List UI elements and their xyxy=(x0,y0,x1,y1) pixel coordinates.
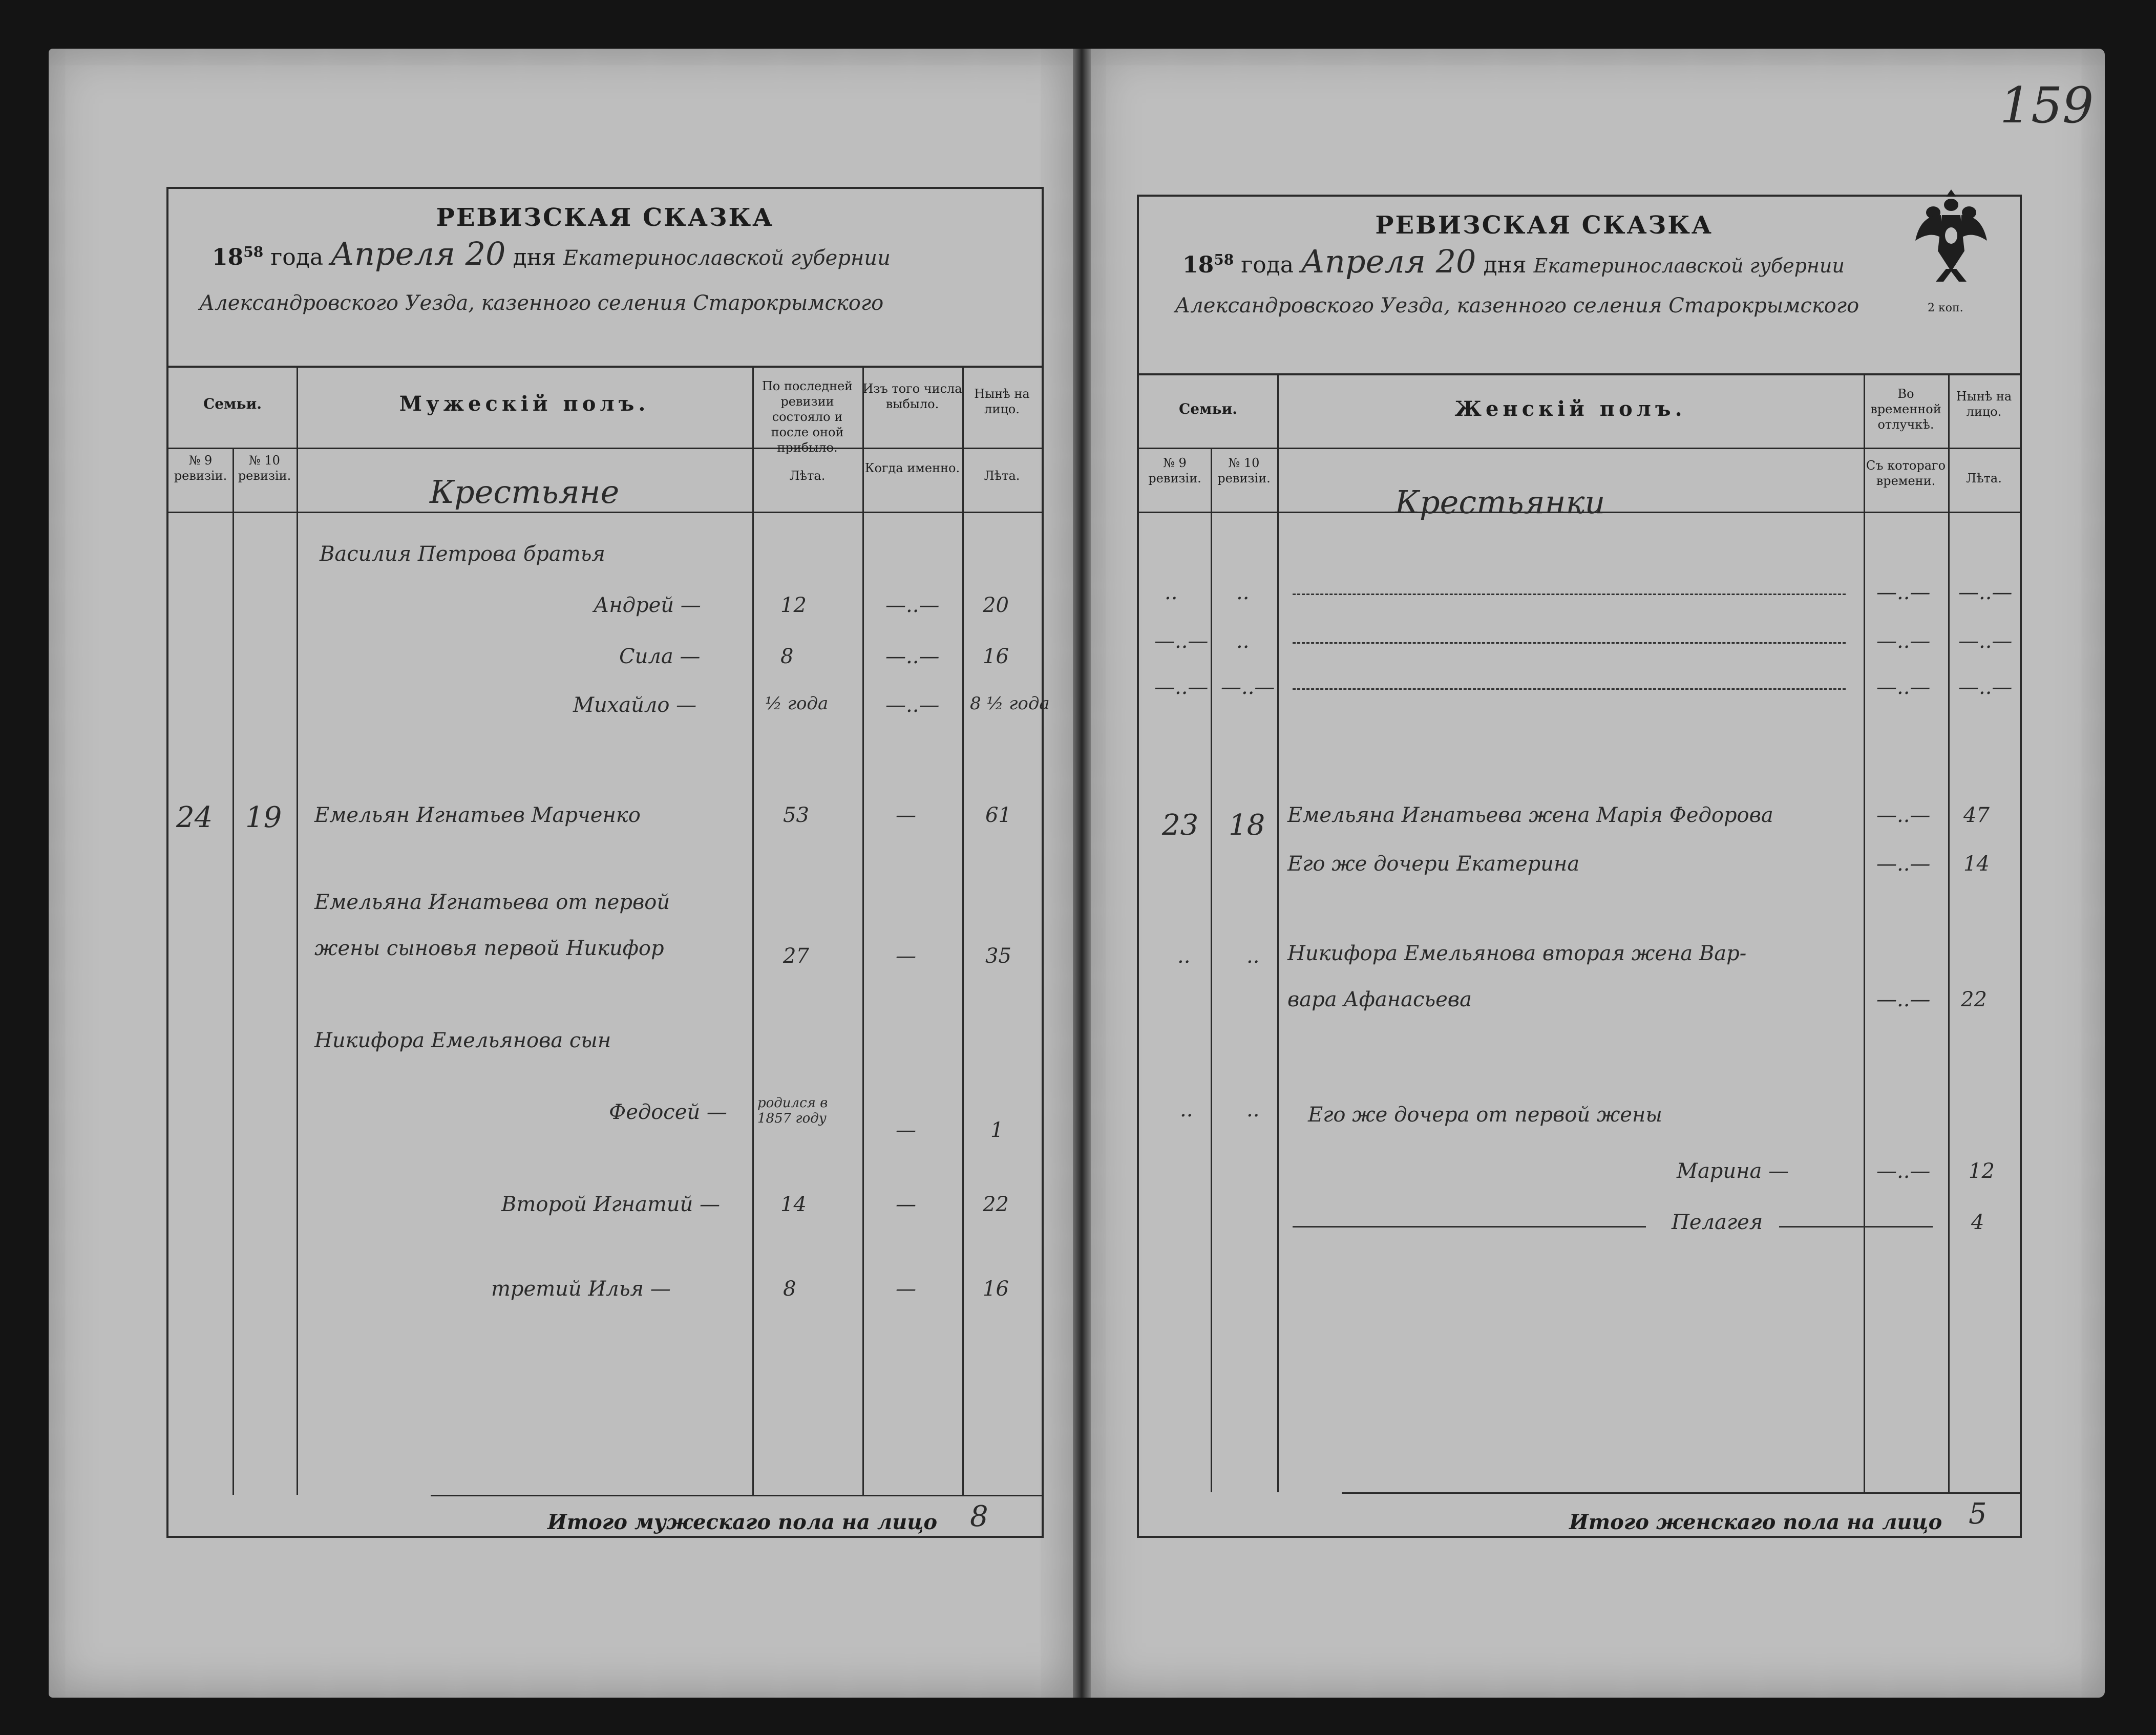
left-row-when: — xyxy=(896,1277,916,1301)
left-row-name: Второй Игнатий — xyxy=(501,1193,721,1216)
left-row-last: 12 xyxy=(780,594,807,617)
right-row-since: —..— xyxy=(1876,581,1931,604)
right-row-now: —..— xyxy=(1958,581,2013,604)
left-row-name: Михайло — xyxy=(573,693,697,717)
right-form xyxy=(1137,195,2022,1538)
right-title: РЕВИЗСКАЯ СКАЗКА xyxy=(1375,211,1713,240)
right-row-rev9: —..— xyxy=(1154,629,1209,653)
left-form xyxy=(166,187,1050,1538)
left-header-now: Нынѣ на лицо. xyxy=(974,387,1030,416)
right-header-rev10: № 10 ревизіи. xyxy=(1217,456,1271,485)
left-title: РЕВИЗСКАЯ СКАЗКА xyxy=(436,203,774,232)
right-row-rev10: .. xyxy=(1246,1098,1260,1122)
left-row-last: родился в 1857 году xyxy=(757,1095,828,1126)
right-row-rev9: .. xyxy=(1177,944,1191,968)
left-row-now: 1 xyxy=(990,1118,1004,1142)
right-footer-label: Итого женскаго пола на лицо xyxy=(1569,1510,1942,1534)
left-row-now: 8 ½ года xyxy=(970,693,1050,714)
right-row-now: 14 xyxy=(1963,852,1990,876)
right-header-temp-absent: Во временной отлучкѣ. xyxy=(1870,387,1941,432)
right-row-rev10: .. xyxy=(1236,581,1250,604)
right-row-now: —..— xyxy=(1958,629,2013,653)
right-row-rev10: .. xyxy=(1246,944,1260,968)
right-date-line: $18^{58}$ года Апреля 20 дня Екатеринославской губернии xyxy=(1182,243,1845,280)
right-row-since: —..— xyxy=(1876,803,1931,827)
right-row-rev10: .. xyxy=(1236,629,1250,653)
right-row-now: 4 xyxy=(1971,1211,1984,1234)
left-header-last-rev: По последней ревизии состояло и после оной прибыло. xyxy=(762,379,853,455)
left-row-last: 53 xyxy=(783,803,809,827)
left-header-section: Мужескій полъ. xyxy=(399,392,650,416)
right-header-now: Нынѣ на лицо. xyxy=(1956,389,2012,419)
book-spine xyxy=(1073,49,1091,1698)
left-row-last: ½ года xyxy=(765,693,829,714)
right-row-now: 12 xyxy=(1969,1159,1995,1183)
right-row-now: 47 xyxy=(1963,803,1990,827)
right-class: Крестьянки xyxy=(1395,483,1605,521)
right-row-now: 22 xyxy=(1961,988,1987,1011)
right-row-name: Пелагея xyxy=(1672,1211,1763,1234)
right-row-since: —..— xyxy=(1876,1159,1931,1183)
left-row-name: Сила — xyxy=(619,645,701,668)
left-row-name: Федосей — xyxy=(609,1101,727,1124)
left-footer-label: Итого мужескаго пола на лицо xyxy=(547,1510,938,1534)
left-row-when: — xyxy=(896,803,916,827)
right-row-since: —..— xyxy=(1876,675,1931,699)
double-headed-eagle-icon xyxy=(1910,184,1992,287)
left-row-name: Василия Петрова братья xyxy=(320,542,605,566)
left-header-now-years: Лѣта. xyxy=(984,469,1020,483)
right-header-families: Семьи. xyxy=(1179,400,1237,417)
right-row-name: Емельяна Игнатьева жена Марія Федорова xyxy=(1287,803,1773,827)
right-row-since: —..— xyxy=(1876,988,1931,1011)
right-row-since: —..— xyxy=(1876,852,1931,876)
right-row-name: Никифора Емельянова вторая жена Вар- xyxy=(1287,942,1747,965)
left-row-when: —..— xyxy=(885,594,940,617)
right-location: Александровского Уезда, казенного селения Старокрымского xyxy=(1175,294,1859,318)
right-row-name: Марина — xyxy=(1677,1159,1789,1183)
left-header-families: Семьи. xyxy=(203,395,262,412)
right-row-rev10: —..— xyxy=(1221,675,1275,699)
left-row-name: Никифора Емельянова сын xyxy=(314,1029,611,1052)
left-row-when: —..— xyxy=(885,645,940,668)
left-header-left: Изъ того числа выбыло. xyxy=(862,382,962,411)
left-row-when: —..— xyxy=(885,693,940,717)
right-header-since: Съ котораго времени. xyxy=(1866,458,1946,488)
right-row-name: Его же дочери Екатерина xyxy=(1287,852,1580,876)
left-footer-total: 8 xyxy=(970,1500,988,1533)
left-row-now: 16 xyxy=(983,645,1009,668)
left-row-name: Емельяна Игнатьева от первой xyxy=(314,891,670,914)
left-class: Крестьяне xyxy=(430,473,620,511)
left-row-now: 16 xyxy=(983,1277,1009,1301)
left-row-rev10: 19 xyxy=(245,801,282,834)
right-header-section: Женскій полъ. xyxy=(1454,397,1686,421)
right-row-since: —..— xyxy=(1876,629,1931,653)
left-row-now: 35 xyxy=(985,944,1011,968)
left-row-when: — xyxy=(896,1193,916,1216)
left-row-now: 22 xyxy=(983,1193,1009,1216)
right-footer-total: 5 xyxy=(1969,1497,1987,1531)
left-row-now: 61 xyxy=(985,803,1011,827)
right-row-name: Его же дочера от первой жены xyxy=(1308,1103,1662,1127)
right-header-rev9: № 9 ревизіи. xyxy=(1148,456,1201,485)
left-row-rev9: 24 xyxy=(176,801,213,834)
right-row-rev9: .. xyxy=(1180,1098,1193,1122)
left-row-last: 8 xyxy=(780,645,794,668)
left-row-name: Андрей — xyxy=(594,594,701,617)
left-header-when: Когда именно. xyxy=(864,461,960,475)
right-row-now: —..— xyxy=(1958,675,2013,699)
left-row-when: — xyxy=(896,1118,916,1142)
left-row-last: 14 xyxy=(780,1193,807,1216)
left-row-name: Емельян Игнатьев Марченко xyxy=(314,803,641,827)
left-row-last: 8 xyxy=(783,1277,796,1301)
left-location: Александровского Уезда, казенного селения Старокрымского xyxy=(199,291,884,315)
left-row-last: 27 xyxy=(783,944,809,968)
folio-number: 159 xyxy=(2000,77,2094,134)
right-row-name: вара Афанасьева xyxy=(1287,988,1472,1011)
right-row-rev9: —..— xyxy=(1154,675,1209,699)
right-header-now-years: Лѣта. xyxy=(1966,471,2002,485)
left-row-now: 20 xyxy=(983,594,1009,617)
left-header-years: Лѣта. xyxy=(789,469,826,483)
stamp-price: 2 коп. xyxy=(1928,302,1963,314)
left-header-rev9: № 9 ревизіи. xyxy=(174,453,227,483)
left-header-rev10: № 10 ревизіи. xyxy=(238,453,291,483)
left-row-name: жены сыновья первой Никифор xyxy=(314,937,664,960)
right-row-rev10: 18 xyxy=(1229,809,1265,842)
right-row-rev9: 23 xyxy=(1162,809,1199,842)
right-row-rev9: .. xyxy=(1165,581,1178,604)
left-row-when: — xyxy=(896,944,916,968)
left-date-line: $18^{58}$ года Апреля 20 дня Екатеринославской губернии xyxy=(212,235,891,272)
left-row-name: третий Илья — xyxy=(491,1277,671,1301)
